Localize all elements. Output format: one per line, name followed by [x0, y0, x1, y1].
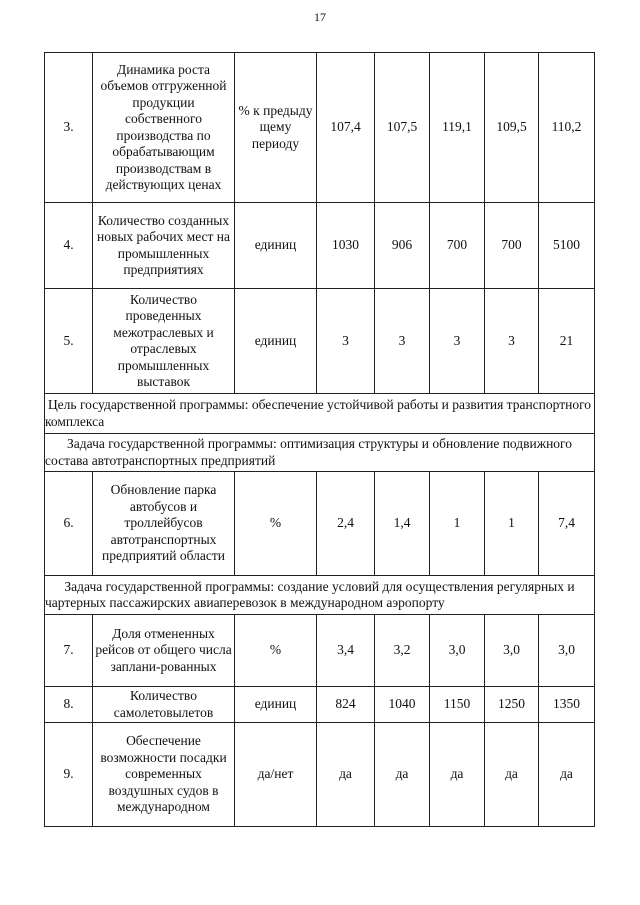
table-row: [45, 472, 595, 576]
indicator-name: Количество самолетовылетов: [93, 687, 235, 723]
indicator-name: Обновление парка автобусов и троллейбусов автотранспортных предприятий области: [93, 472, 235, 576]
value-cell: да: [485, 723, 539, 827]
value-cell: 1040: [375, 687, 430, 723]
indicator-name: Количество созданных новых рабочих мест на промышленных предприятиях: [93, 203, 235, 289]
unit-cell: единиц: [235, 687, 317, 723]
value-cell: 110,2: [539, 53, 595, 203]
table-row: [45, 723, 595, 827]
row-number: 7.: [45, 615, 93, 687]
indicator-name: Обеспечение возможности посадки современных воздушных судов в международном: [93, 723, 235, 827]
value-cell: 3,0: [539, 615, 595, 687]
value-cell: 3: [430, 289, 485, 394]
value-cell: 3,0: [430, 615, 485, 687]
value-cell: 107,5: [375, 53, 430, 203]
value-cell: 3: [485, 289, 539, 394]
value-cell: 109,5: [485, 53, 539, 203]
value-cell: 21: [539, 289, 595, 394]
value-cell: 1150: [430, 687, 485, 723]
goal-text: Задача государственной программы: оптимизация структуры и обновление подвижного состава автотранспортных предприятий: [45, 434, 595, 472]
goal-row: [45, 434, 595, 472]
unit-cell: да/нет: [235, 723, 317, 827]
value-cell: 1030: [317, 203, 375, 289]
unit-cell: % к предыду щему периоду: [235, 53, 317, 203]
value-cell: 3,4: [317, 615, 375, 687]
table-row: [45, 203, 595, 289]
indicators-table: [44, 52, 595, 827]
value-cell: 7,4: [539, 472, 595, 576]
value-cell: 107,4: [317, 53, 375, 203]
table-row: [45, 53, 595, 203]
indicator-name: Доля отмененных рейсов от общего числа заплани-рованных: [93, 615, 235, 687]
row-number: 3.: [45, 53, 93, 203]
goal-text: Цель государственной программы: обеспечение устойчивой работы и развития транспортного комплекса: [45, 394, 595, 434]
goal-row: [45, 576, 595, 615]
value-cell: 700: [430, 203, 485, 289]
value-cell: да: [539, 723, 595, 827]
value-cell: 3,0: [485, 615, 539, 687]
value-cell: 906: [375, 203, 430, 289]
table-row: [45, 289, 595, 394]
value-cell: 3: [317, 289, 375, 394]
unit-cell: единиц: [235, 203, 317, 289]
value-cell: 3,2: [375, 615, 430, 687]
value-cell: 2,4: [317, 472, 375, 576]
row-number: 9.: [45, 723, 93, 827]
indicator-name: Количество проведенных межотраслевых и отраслевых промышленных выставок: [93, 289, 235, 394]
row-number: 8.: [45, 687, 93, 723]
row-number: 6.: [45, 472, 93, 576]
goal-text: Задача государственной программы: создание условий для осуществления регулярных и чартерных пассажирских авиаперевозок в международном аэропорту: [45, 576, 595, 615]
value-cell: 1350: [539, 687, 595, 723]
value-cell: 824: [317, 687, 375, 723]
value-cell: 3: [375, 289, 430, 394]
value-cell: 1: [485, 472, 539, 576]
table-row: [45, 687, 595, 723]
value-cell: да: [430, 723, 485, 827]
value-cell: да: [375, 723, 430, 827]
value-cell: 119,1: [430, 53, 485, 203]
value-cell: 5100: [539, 203, 595, 289]
value-cell: да: [317, 723, 375, 827]
table-row: [45, 615, 595, 687]
value-cell: 1: [430, 472, 485, 576]
unit-cell: единиц: [235, 289, 317, 394]
unit-cell: %: [235, 472, 317, 576]
indicator-name: Динамика роста объемов отгруженной продукции собственного производства по обрабатывающим производствам в действующих ценах: [93, 53, 235, 203]
row-number: 5.: [45, 289, 93, 394]
goal-row: [45, 394, 595, 434]
unit-cell: %: [235, 615, 317, 687]
value-cell: 1250: [485, 687, 539, 723]
page-number: 17: [314, 10, 326, 24]
row-number: 4.: [45, 203, 93, 289]
value-cell: 1,4: [375, 472, 430, 576]
value-cell: 700: [485, 203, 539, 289]
